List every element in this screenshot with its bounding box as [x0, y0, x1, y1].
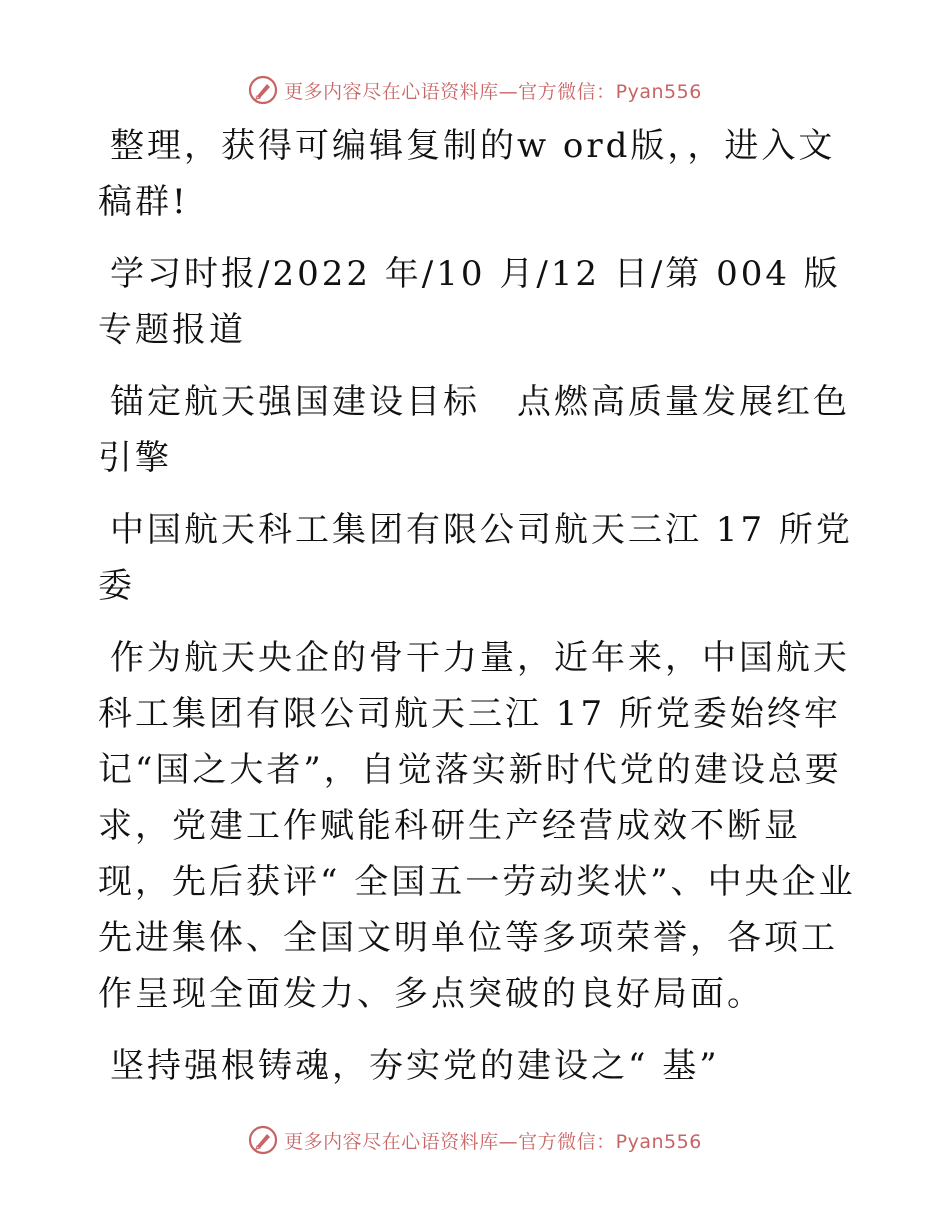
- watermark-text: 更多内容尽在心语资料库—官方微信：Pyan556: [284, 1130, 702, 1153]
- pen-logo-icon: [248, 1125, 278, 1155]
- section-heading: 坚持强根铸魂，夯实党的建设之“ 基”: [110, 1046, 720, 1086]
- footer-watermark-banner: [0, 1120, 950, 1160]
- intro-note-paragraph: 整理，获得可编辑复制的w ord版，，进入文稿群!: [98, 126, 836, 222]
- article-author: 中国航天科工集团有限公司航天三江 17 所党委: [98, 510, 853, 606]
- source-citation-paragraph: 学习时报/2022 年/10 月/12 日/第 004 版专题报道: [98, 254, 841, 350]
- header-watermark-banner: [0, 70, 950, 110]
- body-paragraph: 作为航天央企的骨干力量，近年来，中国航天科工集团有限公司航天三江 17 所党委始终牢记“国之大者”，自觉落实新时代党的建设总要求，党建工作赋能科研生产经营成效不断显现，先后获评“ 全国五一劳动奖状”、中央企业先进集体、全国文明单位等多项荣誉，各项工作呈现全面发力、多点突破的良好局面。: [98, 638, 856, 1014]
- document-body: [98, 118, 858, 1110]
- watermark-text: 更多内容尽在心语资料库—官方微信：Pyan556: [284, 80, 702, 103]
- pen-logo-icon: [248, 75, 278, 105]
- article-title: 锚定航天强国建设目标 点燃高质量发展红色引擎: [98, 382, 850, 478]
